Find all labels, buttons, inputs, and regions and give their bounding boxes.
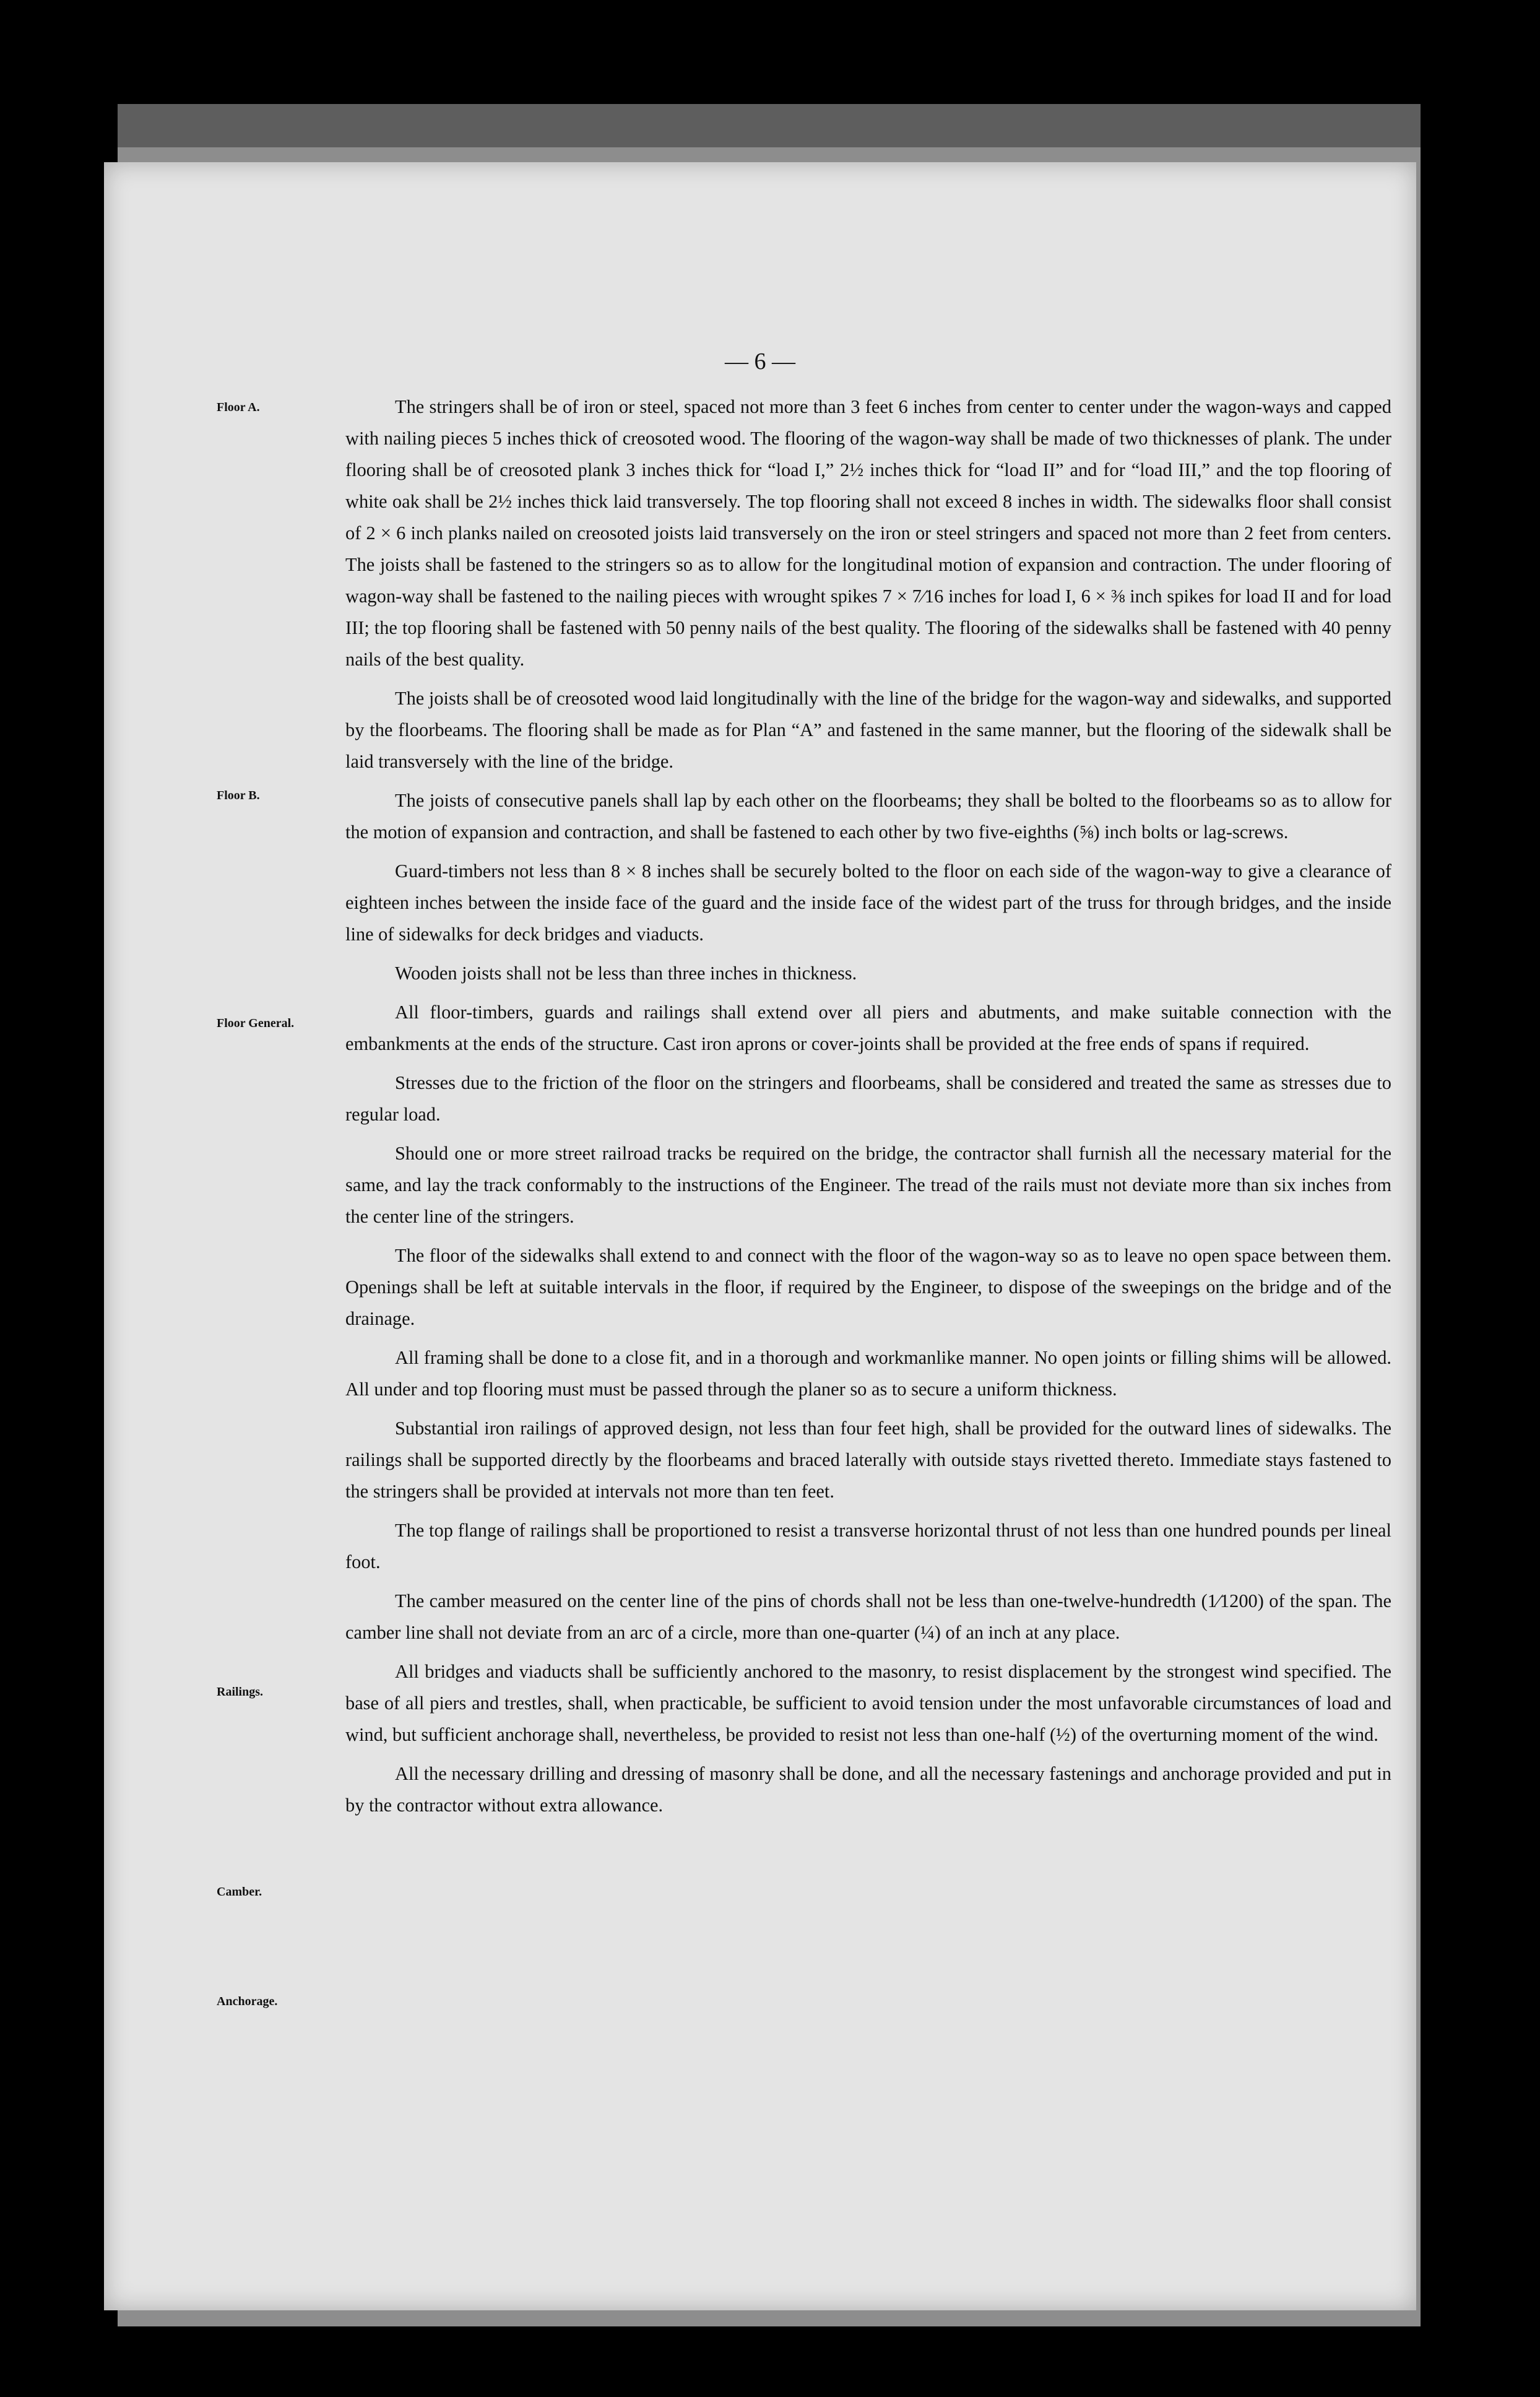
paragraph-railroad-tracks: Should one or more street railroad tracks be required on the bridge, the contractor shall furnish all the necessary material for the same, and lay the track conformably to the instructions of the Engineer. The tread of the rails must not deviate more than six inches from the center line of the stringers.: [345, 1143, 1391, 1227]
paragraph-drilling: All the necessary drilling and dressing of masonry shall be done, and all the necessary fastenings and anchorage provided and put in by the contractor without extra allowance.: [345, 1763, 1391, 1816]
margin-note-anchorage: Anchorage.: [217, 1995, 278, 2008]
folder-top-band: [118, 104, 1421, 147]
paragraph-guard-timbers: Guard-timbers not less than 8 × 8 inches shall be securely bolted to the floor on each side of the wagon-way to give a clearance of eighteen inches between the inside face of the guard and the inside face of the widest part of the truss for through bridges, and the inside line of sidewalks for deck bridges and viaducts.: [345, 860, 1391, 945]
paragraph-stresses: Stresses due to the friction of the floor on the stringers and floorbeams, shall be considered and treated the same as stresses due to regular load.: [345, 1072, 1391, 1125]
margin-note-floor-b: Floor B.: [217, 789, 260, 802]
paragraph-sidewalk-floor: The floor of the sidewalks shall extend to and connect with the floor of the wagon-way so as to leave no open space between them. Openings shall be left at suitable intervals in the floor, if required by the Engineer, to dispose of the sweepings on the bridge and of the drainage.: [345, 1245, 1391, 1329]
paragraph-floor-a: The stringers shall be of iron or steel, spaced not more than 3 feet 6 inches from center to center under the wagon-ways and capped with nailing pieces 5 inches thick of creosoted wood. The flooring of the wagon-way shall be made of two thicknesses of plank. The under flooring shall be of creosoted plank 3 inches thick for “load I,” 2½ inches thick for “load II” and for “load III,” and the top flooring of white oak shall be 2½ inches thick laid transversely. The top flooring shall not exceed 8 inches in width. The sidewalks floor shall consist of 2 × 6 inch planks nailed on creosoted joists laid transversely on the iron or steel stringers and spaced not more than 2 feet from centers. The joists shall be fastened to the stringers so as to allow for the longitudinal motion of expansion and contraction. The under flooring of wagon-way shall be fastened to the nailing pieces with wrought spikes 7 × 7⁄16 inches for load I, 6 × ⅜ inch spikes for load II and for load III; the top flooring shall be fastened with 50 penny nails of the best quality. The flooring of the sidewalks shall be fastened with 40 penny nails of the best quality.: [345, 396, 1391, 670]
paragraph-floor-timbers: All floor-timbers, guards and railings shall extend over all piers and abutments, and make suitable connection with the embankments at the ends of the structure. Cast iron aprons or cover-joints shall be provided at the free ends of spans if required.: [345, 1002, 1391, 1054]
paragraph-wooden-joists: Wooden joists shall not be less than three inches in thickness.: [395, 963, 857, 984]
paragraph-framing: All framing shall be done to a close fit, and in a thorough and workmanlike manner. No open joints or filling shims will be allowed. All under and top flooring must must be passed through the planer so as to secure a uniform thickness.: [345, 1347, 1391, 1400]
paragraph-railings: Substantial iron railings of approved design, not less than four feet high, shall be provided for the outward lines of sidewalks. The railings shall be supported directly by the floorbeams and braced laterally with outside stays rivetted thereto. Immediate stays fastened to the stringers shall be provided at intervals not more than ten feet.: [345, 1418, 1391, 1502]
paragraph-top-flange: The top flange of railings shall be proportioned to resist a transverse horizontal thrust of not less than one hundred pounds per lineal foot.: [345, 1520, 1391, 1572]
page-number: — 6 —: [725, 349, 795, 375]
paragraph-floor-b: The joists shall be of creosoted wood laid longitudinally with the line of the bridge for the wagon-way and sidewalks, and supported by the floorbeams. The flooring shall be made as for Plan “A” and fastened in the same manner, but the flooring of the sidewalk shall be laid transversely with the line of the bridge.: [345, 688, 1391, 772]
margin-note-floor-a: Floor A.: [217, 401, 260, 414]
margin-note-railings: Railings.: [217, 1685, 264, 1699]
paragraph-camber: The camber measured on the center line of the pins of chords shall not be less than one-twelve-hundredth (1⁄1200) of the span. The camber line shall not deviate from an arc of a circle, more than one-quarter (¼) of an inch at any place.: [345, 1590, 1391, 1643]
body-text: [345, 391, 1391, 1829]
document-page: [104, 162, 1416, 2310]
margin-note-floor-general: Floor General.: [217, 1016, 295, 1030]
paragraph-anchorage: All bridges and viaducts shall be sufficiently anchored to the masonry, to resist displacement by the strongest wind specified. The base of all piers and trestles, shall, when practicable, be sufficient to avoid tension under the most unfavorable circumstances of load and wind, but sufficient anchorage shall, nevertheless, be provided to resist not less than one-half (½) of the overturning moment of the wind.: [345, 1661, 1391, 1745]
margin-note-camber: Camber.: [217, 1885, 262, 1899]
paragraph-joists-lap: The joists of consecutive panels shall lap by each other on the floorbeams; they shall be bolted to the floorbeams so as to allow for the motion of expansion and contraction, and shall be fastened to each other by two five-eighths (⅝) inch bolts or lag-screws.: [345, 790, 1391, 843]
